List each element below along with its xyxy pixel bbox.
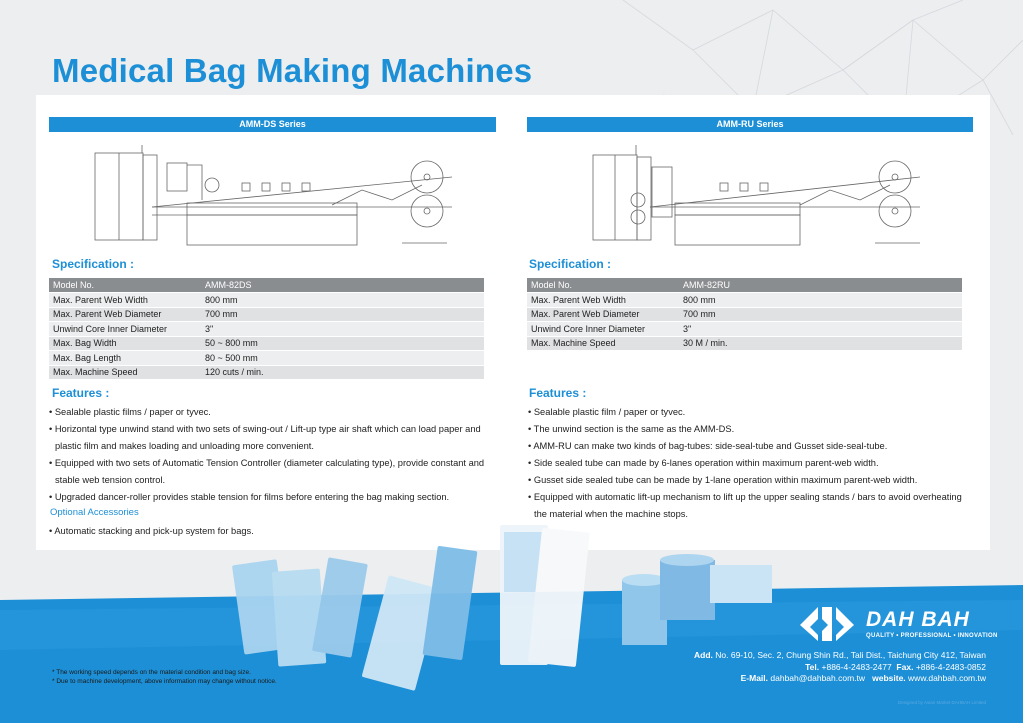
list-item: • Sealable plastic films / paper or tyvec. [49, 407, 211, 417]
series-bar-ds: AMM-DS Series [49, 117, 496, 132]
table-row: Max. Machine Speed 30 M / min. [527, 336, 962, 351]
website-label: website. [872, 673, 906, 683]
optional-accessories-heading: Optional Accessories [50, 507, 139, 518]
contact-info [694, 650, 986, 685]
list-item: • Automatic stacking and pick-up system for bags. [49, 526, 254, 536]
list-item: • Equipped with two sets of Automatic Tension Controller (diameter calculating type), provide constant and stable web tension control. [49, 458, 485, 485]
table-row: Max. Machine Speed 120 cuts / min. [49, 365, 484, 380]
table-row: Model No. AMM-82RU [527, 278, 962, 293]
address-label: Add. [694, 650, 713, 660]
features-list-ru [527, 404, 975, 523]
fax: +886-4-2483-0852 [915, 661, 986, 672]
list-item: • Upgraded dancer-roller provides stable tension for films before entering the bag making section. [49, 492, 450, 502]
list-item: • Equipped with automatic lift-up mechanism to lift up the upper sealing stands / bars to avoid overheating the material when the machine stops. [528, 492, 962, 519]
company-name: DAH BAH [866, 608, 970, 631]
email-label: E-Mail. [740, 673, 769, 683]
table-row: Max. Bag Length 80 ~ 500 mm [49, 351, 484, 366]
machine-drawing-ds [92, 145, 462, 250]
spec-table-ru [527, 278, 962, 351]
website-link[interactable]: www.dahbah.com.tw [908, 673, 986, 683]
list-item: • AMM-RU can make two kinds of bag-tubes: side-seal-tube and Gusset side-seal-tube. [528, 441, 888, 451]
spec-heading-ds: Specification : [52, 257, 135, 271]
company-tagline: QUALITY • PROFESSIONAL • INNOVATION [866, 633, 998, 639]
spec-heading-ru: Specification : [529, 257, 612, 271]
list-item: • Sealable plastic film / paper or tyvec. [528, 407, 686, 417]
tel: +886-4-2483-2477 [821, 661, 892, 672]
machine-drawing-ru [590, 145, 930, 250]
list-item: • The unwind section is the same as the AMM-DS. [528, 424, 735, 434]
address: No. 69-10, Sec. 2, Chung Shin Rd., Tali Dist., Taichung City 412, Taiwan [715, 650, 986, 660]
table-row: Max. Parent Web Width 800 mm [527, 293, 962, 308]
list-item: • Gusset side sealed tube can be made by 1-lane operation within maximum parent-web width. [528, 475, 918, 485]
table-row: Max. Parent Web Diameter 700 mm [527, 307, 962, 322]
tel-label: Tel. [805, 661, 820, 672]
features-heading-ru: Features : [529, 386, 587, 400]
features-heading-ds: Features : [52, 386, 110, 400]
table-row: Unwind Core Inner Diameter 3" [527, 322, 962, 337]
list-item: • Horizontal type unwind stand with two sets of swing-out / Lift-up type air shaft which can load paper and plastic film and makes loading and unloading more convenient. [49, 424, 481, 451]
series-bar-ru: AMM-RU Series [527, 117, 973, 132]
page-title: Medical Bag Making Machines [52, 52, 533, 89]
table-row: Model No. AMM-82DS [49, 278, 484, 293]
list-item: • Side sealed tube can made by 6-lanes operation within maximum parent-web width. [528, 458, 879, 468]
table-row: Max. Parent Web Width 800 mm [49, 293, 484, 308]
dah-bah-logo-icon [796, 603, 858, 645]
note-line: * Due to machine development, above information may change without notice. [52, 678, 277, 685]
features-list-ds [48, 404, 490, 506]
design-credit: Designed by Asian Market DAHBAH Limited [897, 700, 986, 705]
disclaimer-notes [52, 668, 277, 686]
spec-table-ds [49, 278, 484, 380]
table-row: Unwind Core Inner Diameter 3" [49, 322, 484, 337]
fax-label: Fax. [896, 661, 914, 672]
note-line: * The working speed depends on the material condition and bag size. [52, 669, 251, 676]
email-link[interactable]: dahbah@dahbah.com.tw [770, 673, 866, 683]
table-row: Max. Bag Width 50 ~ 800 mm [49, 336, 484, 351]
table-row: Max. Parent Web Diameter 700 mm [49, 307, 484, 322]
